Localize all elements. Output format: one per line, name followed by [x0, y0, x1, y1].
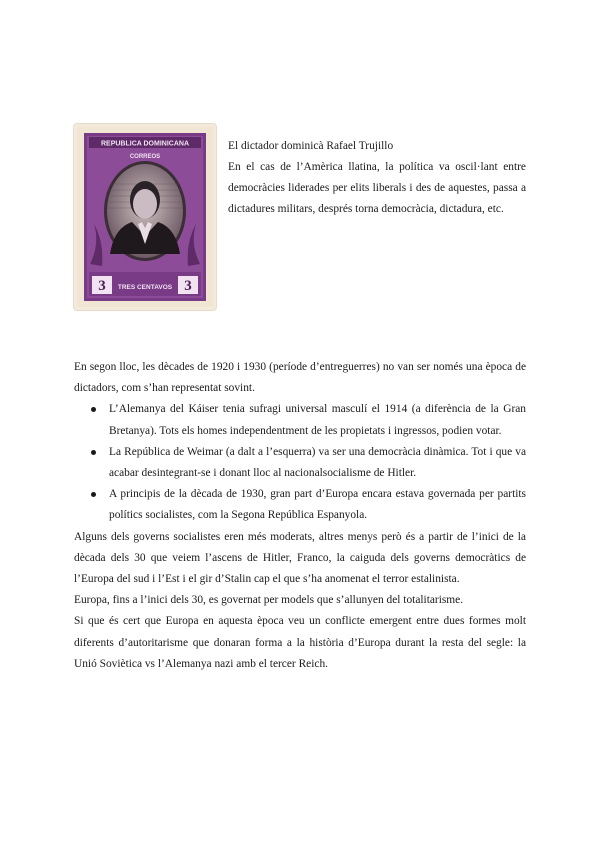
svg-text:TRES CENTAVOS: TRES CENTAVOS	[117, 284, 173, 291]
bullet-icon	[91, 450, 96, 455]
svg-text:3: 3	[184, 278, 192, 294]
intro-paragraph: En segon lloc, les dècades de 1920 i 1930 (període d’entreguerres) no van ser només una època de dictadors, com s’han representat sovint.	[74, 361, 526, 395]
bullet-icon	[91, 407, 96, 412]
svg-text:CORREOS: CORREOS	[129, 154, 161, 160]
list-item-text: La República de Weimar (a dalt a l’esquerra) va ser una democràcia dinàmica. Tot i que va acabar desintegrant-se i donant lloc al nacionalsocialisme de Hitler.	[109, 445, 526, 480]
list-item-text: L’Alemanya del Káiser tenia sufragi universal masculí el 1914 (a diferència de la Gran Bretanya). Tots els homes independentment de les propietats i ingressos, podien votar.	[109, 403, 526, 437]
image-caption	[228, 136, 526, 220]
trujillo-stamp-image	[74, 124, 216, 310]
list-item-text: A principis de la dècada de 1930, gran part d’Europa encara estava governada per partits polítics socialistes, com la Segona República Espanyola.	[109, 488, 526, 522]
caption-title: El dictador dominicà Rafael Trujillo	[228, 140, 394, 152]
svg-text:3: 3	[98, 278, 106, 294]
paragraph-europa: Europa, fins a l’inici dels 30, es governat per models que s’allunyen del totalitarisme.	[74, 594, 464, 607]
list-item	[74, 484, 526, 526]
svg-text:REPUBLICA DOMINICANA: REPUBLICA DOMINICANA	[100, 140, 190, 148]
paragraph-governs: Alguns dels governs socialistes eren més moderats, altres menys però és a partir de l’inici de la dècada dels 30 que veiem l’ascens de Hitler, Franco, la caiguda dels governs democràtics de l’Europa del sud i l’Est i el gir d’Stalin cap el que s’ha anomenat el terror estalinista.	[74, 530, 526, 586]
bullet-icon	[91, 492, 96, 497]
paragraph-conflicte: Si que és cert que Europa en aquesta època veu un conflicte emergent entre dues formes molt diferents d’autoritarisme que donaran forma a la història d’Europa durant la resta del segle: la Unió Soviètica vs l’Alemanya nazi amb el tercer Reich.	[74, 615, 526, 670]
list-item	[74, 399, 526, 441]
bullet-list	[74, 399, 526, 526]
main-text	[74, 357, 526, 675]
caption-text: En el cas de l’Amèrica llatina, la política va oscil·lant entre democràcies liderades per elits liberals i des de aquestes, passa a dictadures militars, després torna democràcia, dictadura, etc.	[228, 161, 526, 215]
list-item	[74, 442, 526, 484]
